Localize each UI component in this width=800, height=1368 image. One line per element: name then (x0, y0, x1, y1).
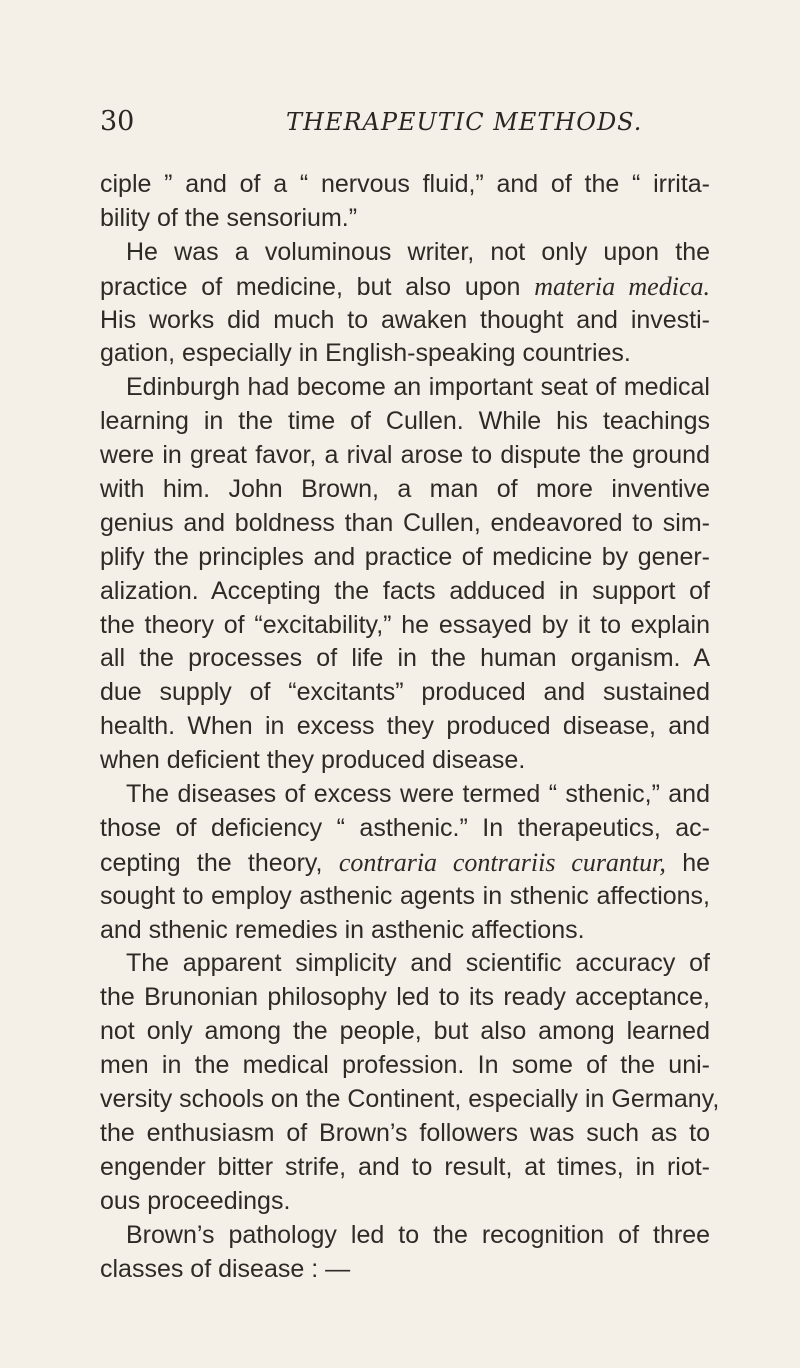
text-line: engender bitter strife, and to result, at times, in riot- (100, 1152, 710, 1181)
text-line: He was a voluminous writer, not only upon the (126, 237, 710, 266)
text-line: versity schools on the Continent, especially in Germany, (100, 1085, 720, 1114)
text-line (100, 846, 710, 880)
text-line: genius and boldness than Cullen, endeavored to sim- (100, 508, 710, 537)
text-line: ous proceedings. (100, 1186, 291, 1215)
text-span: cepting the theory, (100, 848, 323, 877)
text-span: practice of medicine, but also upon (100, 272, 521, 301)
text-line: all the processes of life in the human organism. A (100, 644, 710, 673)
text-line: due supply of “excitants” produced and sustained (100, 678, 710, 707)
text-span: he (682, 848, 711, 877)
running-head: THERAPEUTIC METHODS. (286, 108, 643, 136)
body-text (100, 168, 720, 1286)
text-line: those of deficiency “ asthenic.” In therapeutics, ac- (100, 813, 710, 842)
text-line: The diseases of excess were termed “ sthenic,” and (126, 780, 710, 809)
text-line: sought to employ asthenic agents in sthenic affections, (100, 881, 710, 910)
text-line: ciple ” and of a “ nervous fluid,” and of the “ irrita- (100, 170, 710, 198)
italic-term: materia medica. (534, 271, 710, 301)
text-line: learning in the time of Cullen. While his teachings (100, 407, 710, 436)
text-line: The apparent simplicity and scientific accuracy of (126, 949, 710, 978)
text-line: when deficient they produced disease. (100, 746, 526, 775)
text-line: Edinburgh had become an important seat of medical (126, 373, 710, 402)
text-line: the theory of “excitability,” he essayed by it to explain (100, 610, 710, 639)
text-line: the enthusiasm of Brown’s followers was such as to (100, 1118, 710, 1147)
text-line: the Brunonian philosophy led to its ready acceptance, (100, 983, 710, 1012)
text-line: and sthenic remedies in asthenic affections. (100, 915, 585, 944)
text-line: His works did much to awaken thought and investi- (100, 305, 710, 334)
text-line: not only among the people, but also among learned (100, 1017, 710, 1046)
text-line: bility of the sensorium.” (100, 203, 358, 232)
text-line: men in the medical profession. In some of the uni- (100, 1051, 710, 1080)
text-line: health. When in excess they produced disease, and (100, 712, 710, 741)
page-header (100, 106, 720, 146)
text-line: gation, especially in English-speaking countries. (100, 339, 631, 368)
text-line: were in great favor, a rival arose to dispute the ground (100, 441, 710, 470)
page-number: 30 (100, 106, 135, 137)
text-line: alization. Accepting the facts adduced in support of (100, 576, 710, 605)
text-line: Brown’s pathology led to the recognition of three (126, 1220, 710, 1249)
text-line: with him. John Brown, a man of more inventive (100, 475, 710, 504)
italic-term: contraria contrariis curantur, (338, 847, 666, 877)
text-line (100, 270, 710, 304)
text-line: plify the principles and practice of medicine by gener- (100, 542, 710, 571)
text-line: classes of disease : — (100, 1254, 351, 1283)
